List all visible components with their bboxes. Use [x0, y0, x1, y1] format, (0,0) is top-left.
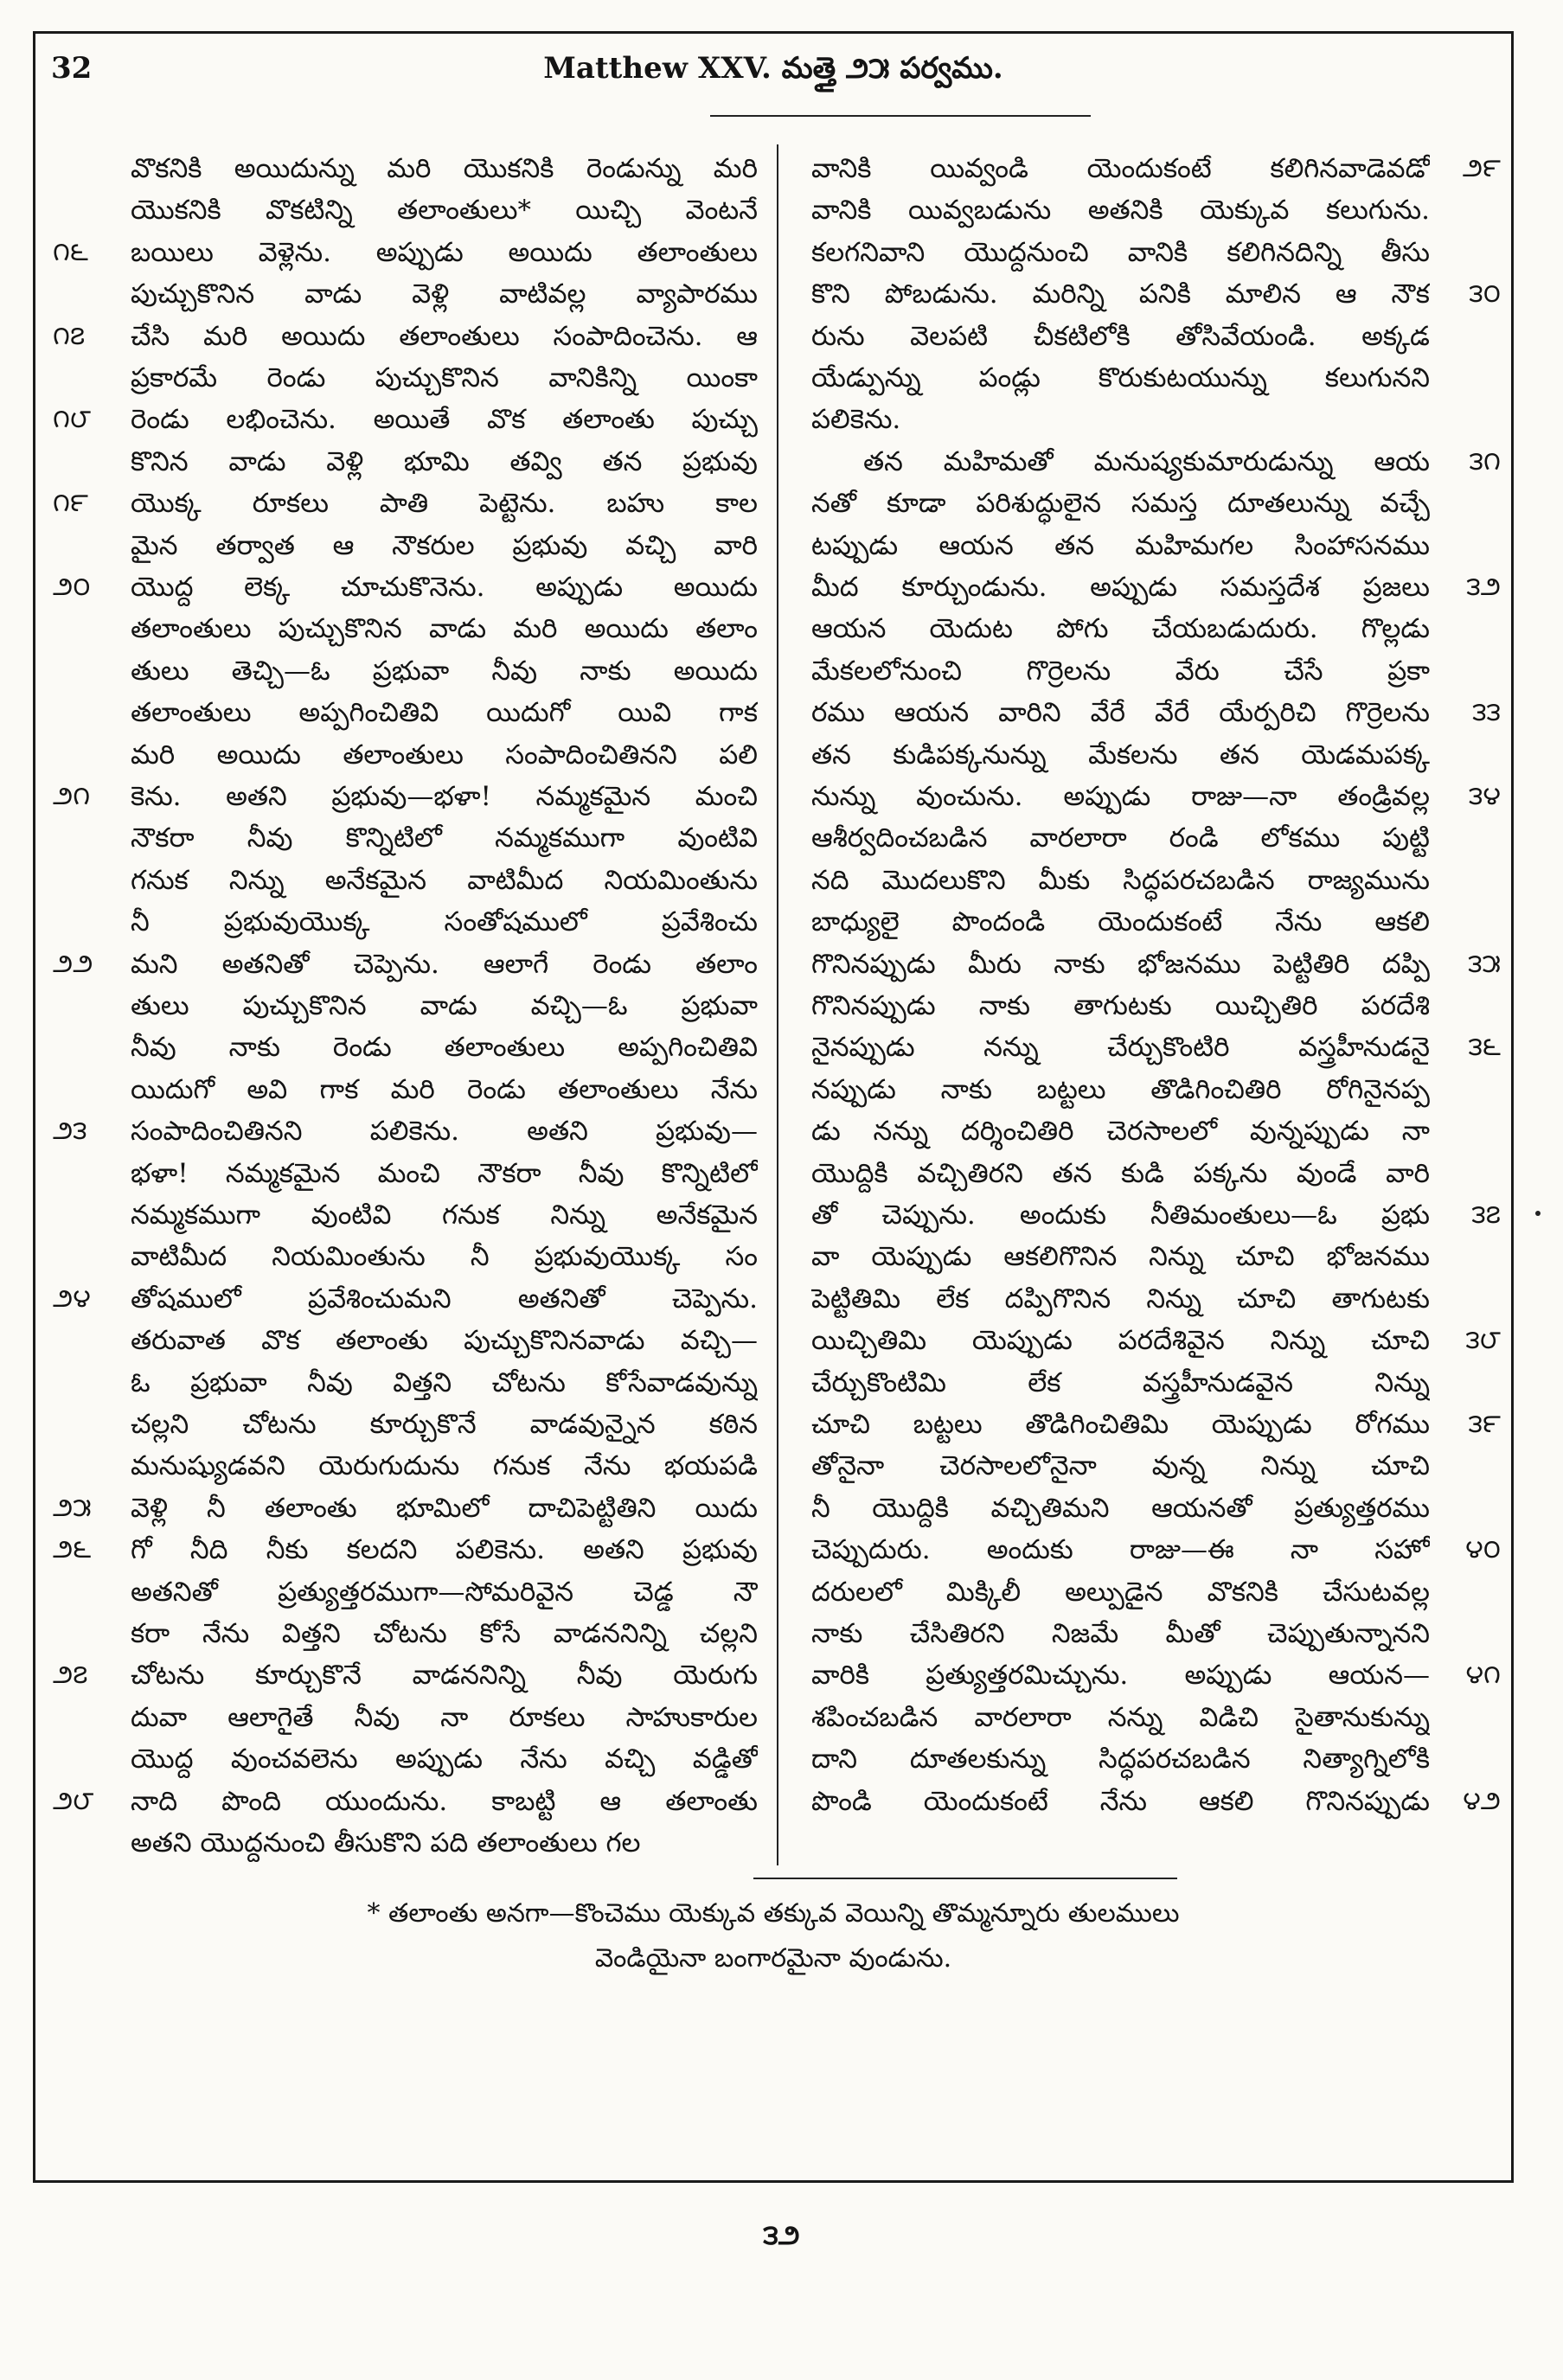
left-column-line: దువా ఆలాగైతే నీవు నా రూకలు సాహుకారుల — [131, 1702, 758, 1733]
right-column-line: నున్ను వుంచును. అప్పుడు రాజు—నా తండ్రివల్ల — [811, 781, 1430, 812]
left-column-line: మైన తర్వాత ఆ నౌకరుల ప్రభువు వచ్చి వారి — [131, 530, 758, 561]
verse-number: ౩౯ — [1468, 1409, 1501, 1439]
verse-number: ౩౦ — [1469, 278, 1501, 309]
left-column-line: వెళ్లి నీ తలాంతు భూమిలో దాచిపెట్టితిని యిదు — [131, 1493, 758, 1524]
verse-number: ౨౩ — [53, 1116, 87, 1146]
left-column-line: రెండు లభించెను. అయితే వొక తలాంతు పుచ్చు — [131, 404, 758, 435]
right-column-line: పొండి యెందుకంటే నేను ఆకలి గొనినప్పుడు — [811, 1786, 1430, 1817]
left-column-line: నాది పొంది యుందును. కాబట్టి ఆ తలాంతు — [131, 1786, 758, 1817]
right-column-line: యేడ్పున్ను పండ్లు కొరుకుటయున్ను కలుగునని — [811, 362, 1430, 393]
right-column-line: తన కుడిపక్కనున్ను మేకలను తన యెడమపక్క — [811, 739, 1430, 771]
left-column-line: నమ్మకముగా వుంటివి గనుక నిన్ను అనేకమైన — [131, 1200, 758, 1231]
right-column-line: యొద్దికి వచ్చితిరని తన కుడి పక్కను వుండే వారి — [811, 1158, 1430, 1189]
right-column-line: వానికి యివ్వబడును అతనికి యెక్కువ కలుగును. — [811, 195, 1430, 226]
page-frame — [33, 31, 1514, 2183]
left-column-line: మరి అయిదు తలాంతులు సంపాదించితినని పలి — [131, 739, 758, 771]
verse-number: ౪౧ — [1465, 1660, 1501, 1690]
left-column-line: తరువాత వొక తలాంతు పుచ్చుకొనినవాడు వచ్చి— — [131, 1325, 758, 1356]
right-column-line: ఆయన యెదుట పోగు చేయబడుదురు. గొల్లడు — [811, 613, 1430, 644]
verse-number: ౨౨ — [53, 949, 93, 979]
verse-number: ౩౪ — [1469, 781, 1501, 811]
left-column-line: యొక్క రూకలు పాతి పెట్టెను. బహు కాల — [131, 488, 758, 519]
verse-number: ౩౩ — [1472, 697, 1501, 727]
left-column-line: యొద్ద లెక్క చూచుకొనెను. అప్పుడు అయిదు — [131, 572, 758, 603]
left-column-line: బయిలు వెళ్లెను. అప్పుడు అయిదు తలాంతులు — [131, 237, 758, 268]
verse-number: ౧౭ — [53, 321, 86, 351]
right-column-line: ఆశీర్వదించబడిన వారలారా రండి లోకము పుట్టి — [811, 822, 1430, 854]
verse-number: ౩౮ — [1465, 1325, 1501, 1355]
verse-number: ౪౨ — [1463, 1786, 1501, 1816]
left-column-line: మనుష్యుడవని యెరుగుదును గనుక నేను భయపడి — [131, 1450, 758, 1481]
column-divider — [777, 144, 778, 1865]
left-column-line: తోషములో ప్రవేశించుమని అతనితో చెప్పెను. — [131, 1283, 758, 1315]
verse-number: ౨౪ — [53, 1283, 91, 1314]
verse-number: ౧౬ — [53, 237, 88, 267]
verse-number: ౩౧ — [1469, 446, 1501, 477]
header-rule — [710, 115, 1091, 117]
right-column-line: రును వెలపటి చీకటిలోకి తోసివేయండి. అక్కడ — [811, 321, 1430, 352]
verse-number: ౩౨ — [1466, 572, 1501, 602]
right-column-line: డు నన్ను దర్శించితిరి చెరసాలలో వున్నప్పుడు నా — [811, 1116, 1430, 1147]
verse-number: ౨౬ — [53, 1534, 92, 1564]
left-column-line: అతని యొద్దనుంచి తీసుకొని పది తలాంతులు గల — [131, 1827, 641, 1859]
right-column-line: కొని పోబడును. మరిన్ని పనికి మాలిన ఆ నౌక — [811, 278, 1430, 310]
right-column-line: వా యెప్పుడు ఆకలిగొనిన నిన్ను చూచి భోజనము — [811, 1241, 1430, 1272]
right-column-line: నాకు చేసితిరని నిజమే మీతో చెప్పుతున్నానని — [811, 1618, 1430, 1649]
running-title: Matthew XXV. మత్తై ౨౫ పర్వము. — [543, 51, 1003, 86]
right-column-line: దరులలో మిక్కిలీ అల్పుడైన వొకనికి చేసుటవల్ల — [811, 1577, 1430, 1608]
left-column-line: యొద్ద వుంచవలెను అప్పుడు నేను వచ్చి వడ్డితో — [131, 1743, 758, 1775]
left-column-line: యొకనికి వొకటిన్ని తలాంతులు* యిచ్చి వెంటనే — [131, 195, 758, 226]
right-column-line: పెట్టితిమి లేక దప్పిగొనిన నిన్ను చూచి తాగుటకు — [811, 1283, 1430, 1315]
right-column-line: రము ఆయన వారిని వేరే వేరే యేర్పరిచి గొర్రెలను — [811, 697, 1430, 728]
left-column-line: భళా! నమ్మకమైన మంచి నౌకరా నీవు కొన్నిటిలో — [131, 1158, 758, 1189]
right-column-line: మేకలలోనుంచి గొర్రెలను వేరు చేసే ప్రకా — [811, 656, 1430, 687]
left-column-line: నీవు నాకు రెండు తలాంతులు అప్పగించితివి — [131, 1032, 758, 1063]
right-column-line: కలగనివాని యొద్దనుంచి వానికి కలిగినదిన్ని తీసు — [811, 237, 1430, 268]
left-column-line: తలాంతులు అప్పగించితివి యిదుగో యివి గాక — [131, 697, 758, 728]
verse-number: ౨౯ — [1462, 153, 1501, 183]
page-header — [35, 34, 1511, 120]
verse-number: ౨౦ — [53, 572, 91, 602]
signature-mark: ౩౨ — [763, 2218, 800, 2251]
right-column-line: యిచ్చితిమి యెప్పుడు పరదేశివైన నిన్ను చూచి — [811, 1325, 1430, 1356]
left-column-line: తులు పుచ్చుకొనిన వాడు వచ్చి—ఓ ప్రభువా — [131, 990, 758, 1021]
left-column — [35, 144, 775, 1865]
right-column-line: తోనైనా చెరసాలలోనైనా వున్న నిన్ను చూచి — [811, 1450, 1430, 1481]
left-column-line: నీ ప్రభువుయొక్క సంతోషములో ప్రవేశించు — [131, 906, 758, 937]
right-column-line: టప్పుడు ఆయన తన మహిమగల సింహాసనము — [811, 530, 1430, 561]
left-column-line: చల్లని చోటను కూర్చుకొనే వాడవున్నైన కఠిన — [131, 1409, 758, 1440]
right-column-line: వారికి ప్రత్యుత్తరమిచ్చును. అప్పుడు ఆయన— — [811, 1660, 1430, 1691]
verse-number: ౨౫ — [53, 1493, 92, 1523]
left-column-line: వొకనికి అయిదున్ను మరి యొకనికి రెండున్ను మరి — [131, 153, 758, 184]
right-column-line: దాని దూతలకున్ను సిద్ధపరచబడిన నిత్యాగ్నిలోకి — [811, 1743, 1430, 1775]
right-column-line: నీ యొద్దికి వచ్చితిమని ఆయనతో ప్రత్యుత్తరము — [811, 1493, 1430, 1524]
verse-number: ౧౯ — [53, 488, 88, 518]
left-column-line: కొనిన వాడు వెళ్లి భూమి తవ్వి తన ప్రభువు — [131, 446, 758, 477]
right-column-line: నప్పుడు నాకు బట్టలు తొడిగించితిరి రోగినైనప్ప — [811, 1074, 1430, 1105]
footnote-rule — [753, 1878, 1177, 1879]
left-column-line: గో నీది నీకు కలదని పలికెను. అతని ప్రభువు — [131, 1534, 758, 1565]
left-column-line: చోటను కూర్చుకొనే వాడననిన్ని నీవు యెరుగు — [131, 1660, 758, 1691]
right-column-line: తో చెప్పును. అందుకు నీతిమంతులు—ఓ ప్రభు — [811, 1200, 1430, 1231]
verse-number: ౧౮ — [53, 404, 92, 434]
right-column-line: బాధ్యులై పొందండి యెందుకంటే నేను ఆకలి — [811, 906, 1430, 937]
left-column-line: ఓ ప్రభువా నీవు విత్తని చోటను కోసేవాడవున్ను — [131, 1367, 758, 1398]
left-column-line: ప్రకారమే రెండు పుచ్చుకొనిన వానికిన్ని యింకా — [131, 362, 758, 393]
right-column — [781, 144, 1514, 1865]
footnote-line-1: * తలాంతు అనగా—కొంచెము యెక్కువ తక్కువ వెయిన్ని తొమ్మన్నూరు తులములు — [367, 1898, 1180, 1929]
right-column-line: తన మహిమతో మనుష్యకుమారుడున్ను ఆయ — [863, 446, 1430, 477]
right-column-line: వానికి యివ్వండి యెందుకంటే కలిగినవాడెవడో — [811, 153, 1430, 184]
right-column-line: శపించబడిన వారలారా నన్ను విడిచి సైతానుకున్ను — [811, 1702, 1430, 1733]
left-column-line: మని అతనితో చెప్పెను. ఆలాగే రెండు తలాం — [131, 949, 758, 980]
right-column-line: నతో కూడా పరిశుద్ధులైన సమస్త దూతలున్ను వచ్చే — [811, 488, 1430, 519]
verse-number: ౩౬ — [1468, 1032, 1501, 1062]
verse-number: ౩౭ — [1471, 1200, 1501, 1230]
left-column-line: కెను. అతని ప్రభువు—భళా! నమ్మకమైన మంచి — [131, 781, 758, 812]
verse-number: ౨౭ — [53, 1660, 88, 1690]
right-column-line: పలికెను. — [811, 404, 901, 435]
right-column-line: చెప్పుదురు. అందుకు రాజు—ఈ నా సహో — [811, 1534, 1430, 1565]
right-column-line: చూచి బట్టలు తొడిగించితిమి యెప్పుడు రోగము — [811, 1409, 1430, 1440]
footnote-line-2: వెండియైనా బంగారమైనా వుండును. — [594, 1943, 952, 1974]
right-column-line: గొనినప్పుడు నాకు తాగుటకు యిచ్చితిరి పరదేశి — [811, 990, 1430, 1021]
left-column-line: వాటిమీద నియమింతును నీ ప్రభువుయొక్క సం — [131, 1241, 758, 1272]
left-column-line: అతనితో ప్రత్యుత్తరముగా—సోమరివైన చెడ్డ నౌ — [131, 1577, 758, 1608]
left-column-line: పుచ్చుకొనిన వాడు వెళ్లి వాటివల్ల వ్యాపారము — [131, 278, 758, 310]
right-column-line: గొనినప్పుడు మీరు నాకు భోజనము పెట్టితిరి దప్పి — [811, 949, 1430, 980]
page-number: 32 — [51, 51, 93, 86]
left-column-line: సంపాదించితినని పలికెను. అతని ప్రభువు— — [131, 1116, 758, 1147]
right-column-line: నైనప్పుడు నన్ను చేర్చుకొంటిరి వస్త్రహీనుడనై — [811, 1032, 1430, 1063]
right-column-line: చేర్చుకొంటిమి లేక వస్త్రహీనుడవైన నిన్ను — [811, 1367, 1430, 1398]
verse-number: ౨౮ — [53, 1786, 94, 1816]
verse-number: ౨౧ — [53, 781, 91, 811]
left-column-line: చేసి మరి అయిదు తలాంతులు సంపాదించెను. ఆ — [131, 321, 758, 352]
right-column-line: నది మొదలుకొని మీకు సిద్ధపరచబడిన రాజ్యమును — [811, 865, 1430, 896]
left-column-line: యిదుగో అవి గాక మరి రెండు తలాంతులు నేను — [131, 1074, 758, 1105]
verse-number: ౪౦ — [1465, 1534, 1501, 1564]
right-column-line: మీద కూర్చుండును. అప్పుడు సమస్తదేశ ప్రజలు — [811, 572, 1430, 603]
left-column-line: తులు తెచ్చి—ఓ ప్రభువా నీవు నాకు అయిదు — [131, 656, 758, 687]
left-column-line: తలాంతులు పుచ్చుకొనిన వాడు మరి అయిదు తలాం — [131, 613, 758, 644]
margin-mark — [1535, 1211, 1541, 1216]
left-column-line: నౌకరా నీవు కొన్నిటిలో నమ్మకముగా వుంటివి — [131, 822, 758, 854]
verse-number: ౩౫ — [1468, 949, 1501, 979]
left-column-line: గనుక నిన్ను అనేకమైన వాటిమీద నియమింతును — [131, 865, 758, 896]
left-column-line: కరా నేను విత్తని చోటను కోసే వాడననిన్ని చల్లని — [131, 1618, 758, 1649]
